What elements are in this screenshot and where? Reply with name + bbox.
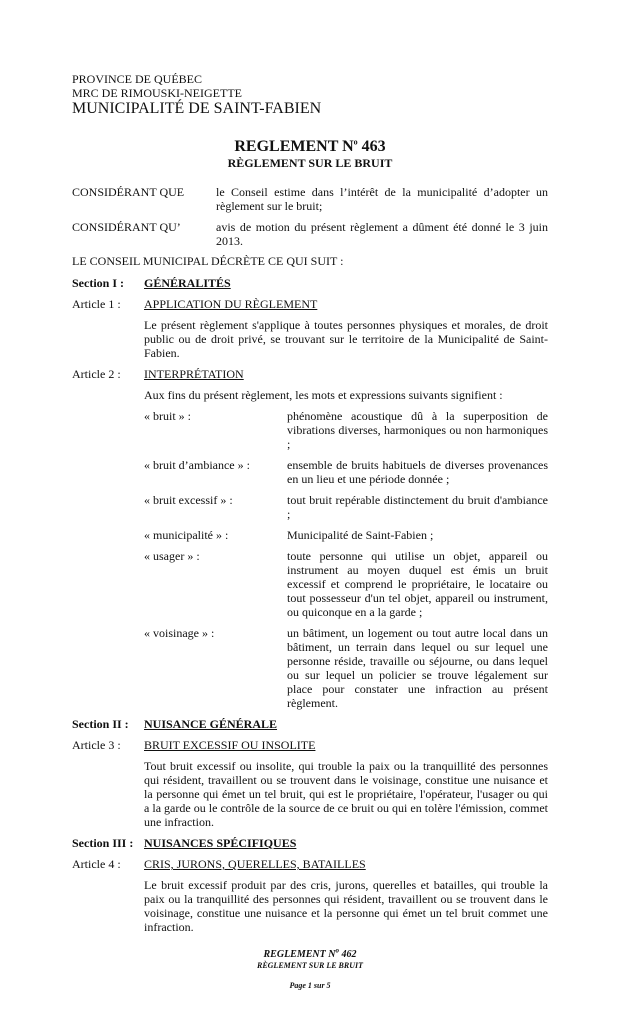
considerant-label-1: CONSIDÉRANT QUE bbox=[72, 185, 185, 199]
section-2-label: Section II : bbox=[72, 717, 129, 731]
page-title bbox=[72, 138, 548, 156]
article-3-text: Tout bruit excessif ou insolite, qui trouble la paix ou la tranquillité des personnes qui résident, travaillent ou se trouvent dans le voisinage, constitue une nuisance et la personne qui émet un tel bruit, qui est le propriétaire, l'opérateur, l'usager ou qui a la garde ou le contrôle de la source de ce bruit ou qui en tolère l'émission, commet une infraction. bbox=[144, 759, 548, 829]
article-1-title: APPLICATION DU RÈGLEMENT bbox=[144, 297, 318, 311]
header-province: PROVINCE DE QUÉBEC bbox=[72, 72, 203, 86]
section-3-label: Section III : bbox=[72, 836, 134, 850]
title-main: REGLEMENT N bbox=[234, 138, 354, 155]
footer-title-number: 462 bbox=[338, 949, 357, 960]
article-2-intro: Aux fins du présent règlement, les mots et expressions suivants signifient : bbox=[144, 388, 503, 402]
article-3-title: BRUIT EXCESSIF OU INSOLITE bbox=[144, 738, 316, 752]
footer-title bbox=[72, 946, 548, 961]
definition-text: phénomène acoustique dû à la superposition de vibrations diverses, harmoniques ou non harmoniques ; bbox=[287, 409, 548, 451]
definition-term: « municipalité » : bbox=[144, 528, 229, 542]
article-2-title: INTERPRÉTATION bbox=[144, 367, 244, 381]
definition-text: un bâtiment, un logement ou tout autre local dans un bâtiment, un terrain dans lequel ou sur lequel une personne réside, travaille ou séjourne, ou dans lequel ou sur lequel un policier se trouve légalement sur place pour constater une infraction au présent règlement. bbox=[287, 626, 548, 710]
header-municipality: MUNICIPALITÉ DE SAINT-FABIEN bbox=[72, 100, 322, 117]
considerant-text-2: avis de motion du présent règlement a dûment été donné le 3 juin 2013. bbox=[216, 220, 548, 248]
title-sup: o bbox=[353, 137, 358, 147]
section-3-title: NUISANCES SPÉCIFIQUES bbox=[144, 836, 297, 850]
decree-line: LE CONSEIL MUNICIPAL DÉCRÈTE CE QUI SUIT : bbox=[72, 254, 344, 268]
header-mrc: MRC DE RIMOUSKI-NEIGETTE bbox=[72, 86, 242, 100]
section-1-title: GÉNÉRALITÉS bbox=[144, 276, 231, 290]
footer-subtitle: RÈGLEMENT SUR LE BRUIT bbox=[256, 961, 364, 970]
definition-term: « usager » : bbox=[144, 549, 200, 563]
article-1-text: Le présent règlement s'applique à toutes personnes physiques et morales, de droit public ou de droit privé, se trouvant sur le territoire de la Municipalité de Saint-Fabien. bbox=[144, 318, 548, 360]
footer-title-main: REGLEMENT N bbox=[263, 949, 336, 960]
title-number: 463 bbox=[357, 138, 386, 155]
section-2-title: NUISANCE GÉNÉRALE bbox=[144, 717, 278, 731]
article-4-text: Le bruit excessif produit par des cris, jurons, querelles et batailles, qui trouble la paix ou la tranquillité des personnes qui résident, travaillent ou se trouvent dans le voisinage, constitue une nuisance et la personne qui émet un tel bruit commet une infraction. bbox=[144, 878, 548, 934]
definition-term: « voisinage » : bbox=[144, 626, 215, 640]
article-4-title: CRIS, JURONS, QUERELLES, BATAILLES bbox=[144, 857, 366, 871]
considerant-label-2: CONSIDÉRANT QU’ bbox=[72, 220, 181, 234]
article-3-label: Article 3 : bbox=[72, 738, 121, 752]
page-number: Page 1 sur 5 bbox=[289, 981, 331, 990]
definition-term: « bruit » : bbox=[144, 409, 191, 423]
footer-title-sup: o bbox=[335, 946, 339, 955]
definition-text: Municipalité de Saint-Fabien ; bbox=[287, 528, 434, 542]
article-4-label: Article 4 : bbox=[72, 857, 121, 871]
article-1-label: Article 1 : bbox=[72, 297, 121, 311]
page-subtitle: RÈGLEMENT SUR LE BRUIT bbox=[227, 156, 393, 170]
definition-text: toute personne qui utilise un objet, appareil ou instrument au moyen duquel est émis un bruit excessif et comprend le propriétaire, le locataire ou tout possesseur d'un tel objet, appareil ou instrument, ou quiconque en a la garde ; bbox=[287, 549, 548, 619]
considerant-text-1: le Conseil estime dans l’intérêt de la municipalité d’adopter un règlement sur le bruit; bbox=[216, 185, 548, 213]
article-2-label: Article 2 : bbox=[72, 367, 121, 381]
definition-term: « bruit excessif » : bbox=[144, 493, 233, 507]
definition-text: ensemble de bruits habituels de diverses provenances en un lieu et une période donnée ; bbox=[287, 458, 548, 486]
definition-term: « bruit d’ambiance » : bbox=[144, 458, 250, 472]
section-1-label: Section I : bbox=[72, 276, 124, 290]
definition-text: tout bruit repérable distinctement du bruit d'ambiance ; bbox=[287, 493, 548, 521]
